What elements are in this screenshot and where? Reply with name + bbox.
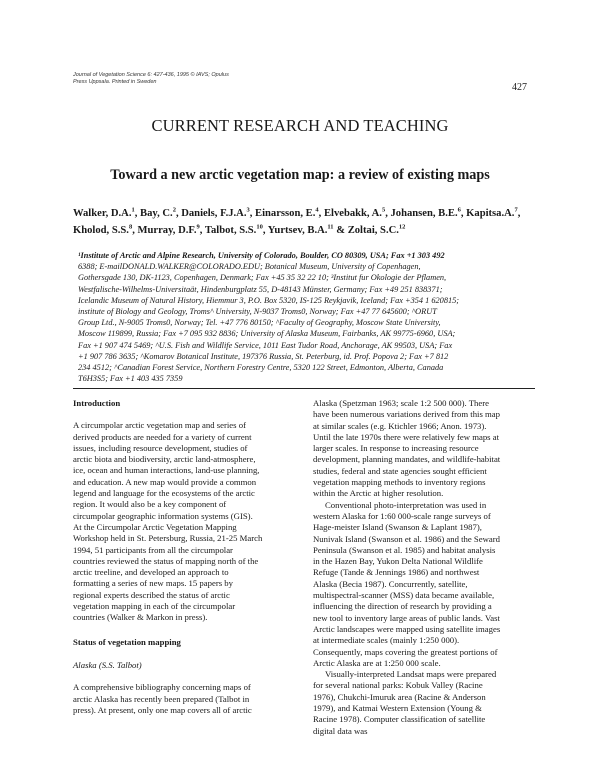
- text-line: derived products are needed for a variety of current: [73, 431, 252, 442]
- text-line: have been numerous variations derived from this map: [313, 409, 500, 420]
- text-line: arctic biota and biodiversity, arctic land-atmosphere,: [73, 454, 256, 465]
- text-line: Arctic Alaska are at 1:250 000 scale.: [313, 657, 441, 668]
- text-line: for several national parks: Kobuk Valley (Racine: [313, 680, 483, 691]
- author-affiliation-number: 11: [327, 223, 334, 231]
- text-line: Consequently, maps covering the greatest portions of: [313, 646, 498, 657]
- text-line: at similar scales (e.g. Ktichler 1966; Anon. 1973).: [313, 420, 487, 431]
- text-line: ice, ocean and human interactions, land-use planning,: [73, 465, 260, 476]
- right-paragraph-1: [313, 398, 540, 500]
- affiliation-line: 234 4512; ^Canadian Forest Service, Northern Forestry Centre, 5320 122 Street, Edmonton, Alberta, Canada: [78, 363, 444, 373]
- text-line: Peninsula (Swanson et al. 1985) and habitat analysis: [313, 544, 496, 555]
- author-name: Kapitsa.A.: [466, 208, 515, 219]
- right-paragraph-2: [313, 500, 540, 669]
- author-name: Yurtsev, B.A.: [267, 225, 328, 236]
- alaska-paragraph: [73, 682, 300, 716]
- left-column: [73, 398, 300, 716]
- author-affiliation-number: 7: [514, 206, 518, 214]
- author-affiliation-number: 8: [128, 223, 133, 231]
- author-separator: ,: [175, 208, 182, 219]
- text-line: vegetation mapping methods to inventory regions: [313, 477, 486, 488]
- affiliation-line: Fax +1 907 474 5469; ^U.S. Fish and Wildlife Service, 1011 East Tudor Road, Anchorage, AK 99503, USA; Fax: [78, 340, 453, 350]
- author-name: Johansen, B.E.: [390, 208, 458, 219]
- author-affiliation-number: 12: [398, 223, 406, 231]
- journal-info-line-1: Journal of Vegetation Science 6: 427-436, 1995 © IAVS; Opulus: [73, 72, 229, 78]
- text-line: Alaska (Becia 1987). Concurrently, satellite,: [313, 578, 468, 589]
- text-line: issues, including resource development, studies of: [73, 442, 248, 453]
- text-line: at intermediate scales (mainly 1:250 000).: [313, 635, 460, 646]
- affiliation-line: institute of Biology and Geology, Troms^ University, N-9037 Troms0, Norway; Fax +47 77 645600; ^ORUT: [78, 307, 437, 317]
- author-affiliation-number: 9: [196, 223, 200, 231]
- author-separator: ,: [460, 208, 467, 219]
- author-separator: ,: [318, 208, 324, 219]
- text-line: countries (Walker & Markon in press).: [73, 612, 208, 623]
- affiliation-line: T6H3S5; Fax +1 403 435 7359: [78, 374, 183, 384]
- text-line: region. It would also be a key component of: [73, 499, 227, 510]
- text-line: larger scales. In response to increasing resource: [313, 443, 479, 454]
- author-name: Kholod, S.S.: [73, 225, 129, 236]
- text-line: Alaska (Spetzman 1963; scale 1:2 500 000). There: [313, 398, 489, 408]
- author-name: Daniels, F.J.A.: [181, 208, 247, 219]
- divider-rule: [73, 388, 535, 389]
- author-name: Talbot, S.S.: [204, 225, 257, 236]
- author-name: Bay, C.: [140, 208, 173, 219]
- text-line: press). At present, only one map covers all of arctic: [73, 704, 252, 715]
- section-heading: CURRENT RESEARCH AND TEACHING: [151, 116, 449, 135]
- author-affiliation-number: 3: [246, 206, 250, 214]
- text-line: within the Arctic at higher resolution.: [313, 488, 444, 499]
- author-name: Einarsson, E.: [255, 208, 316, 219]
- author-affiliation-number: 6: [457, 206, 461, 214]
- author-name: Walker, D.A.: [73, 208, 132, 219]
- author-separator: ,: [249, 208, 256, 219]
- text-line: Until the late 1970s there were relatively few maps at: [313, 431, 499, 442]
- text-line: studies, federal and state agencies sought efficient: [313, 465, 487, 476]
- author-separator: &: [333, 225, 348, 236]
- text-line: Nunivak Island (Swanson et al. 1986) and the Seward: [313, 533, 500, 544]
- author-separator: ,: [517, 208, 521, 219]
- status-heading: Status of vegetation mapping: [73, 636, 181, 647]
- affiliation-line: ¹Institute of Arctic and Alpine Research, University of Colorado, Boulder, CO 80309, USA; Fax +1 303 492: [78, 251, 445, 260]
- author-affiliation-number: 1: [131, 206, 135, 214]
- affiliation-line: Westfalische-Wilhelms-Universitaät, Hindenburgplatz 55, D-48143 Münster, Germany; Fax +49 251 838371;: [78, 284, 443, 294]
- text-line: At the Circumpolar Arctic Vegetation Mapping: [73, 521, 237, 532]
- affiliation-line: +1 907 786 3635; ^Komarov Botanical Institute, 197376 Russia, St. Peterburg, id. Prof. Popova 2; Fax +7 812: [78, 351, 449, 361]
- text-line: A circumpolar arctic vegetation map and series of: [73, 420, 246, 431]
- text-line: 1976), Chukchi-Imuruk area (Racine & Anderson: [313, 691, 486, 702]
- affiliation-line: Group Ltd., N-9005 Troms0, Norway; Tel. +47 776 80150; ^Faculty of Geography, Moscow State University,: [78, 318, 441, 328]
- author-list: [73, 205, 543, 239]
- author-affiliation-number: 5: [381, 206, 386, 214]
- affiliation-line: 6388; E-mailDONALD.WALKER@COLORADO.EDU; Botanical Museum, University of Copenhagen,: [78, 262, 421, 272]
- author-separator: ,: [132, 225, 138, 236]
- text-line: Racine 1978). Computer classification of satellite: [313, 714, 486, 725]
- text-line: Arctic landscapes were mapped using satellite images: [313, 623, 501, 634]
- text-line: western Alaska for 1:60 000-scale range surveys of: [313, 510, 491, 521]
- author-separator: ,: [385, 208, 391, 219]
- introduction-paragraph: [73, 420, 300, 623]
- text-line: influencing the direction of research by providing a: [313, 601, 492, 612]
- text-line: arctic Alaska has recently been prepared (Talbot in: [73, 693, 250, 704]
- author-name: Zoltai, S.C.: [347, 225, 399, 236]
- text-line: Visually-interpreted Landsat maps were prepared: [325, 669, 497, 680]
- text-line: Workshop held in St. Petersburg, Russia, 21-25 March: [73, 533, 263, 544]
- text-line: 1979), and Katmai Western Extension (Young &: [313, 703, 482, 714]
- text-line: multispectral-scanner (MSS) data became available,: [313, 590, 495, 601]
- text-line: digital data was: [313, 725, 368, 736]
- journal-info-line-2: Press Uppsala. Printed in Sweden: [73, 79, 157, 85]
- author-affiliation-number: 10: [256, 223, 263, 231]
- text-line: arctic treeline, and developed an approach to: [73, 567, 229, 578]
- author-name: Elvebakk, A.: [323, 208, 382, 219]
- text-line: vegetation mapping in each of the circumpolar: [73, 601, 236, 612]
- text-line: Hage-meister Island (Swanson & Laplant 1987),: [313, 522, 482, 533]
- right-column: [313, 398, 540, 737]
- alaska-heading: Alaska (S.S. Talbot): [73, 659, 142, 670]
- affiliation-line: Moscow 119899, Russia; Fax +7 095 932 8836; University of Alaska Museum, Fairbanks, AK 99775-6960, USA;: [78, 329, 456, 339]
- author-separator: ,: [134, 208, 141, 219]
- journal-info: [73, 72, 229, 86]
- author-separator: ,: [199, 225, 205, 236]
- text-line: regional experts described the status of arctic: [73, 589, 230, 600]
- text-line: Refuge (Tande & Jennings 1986) and northwest: [313, 567, 480, 578]
- affiliation-line: Gothersgade 130, DK-1123, Copenhagen, Denmark; Fax +45 35 32 22 10; ³Institut fur Okologie der Pflamen,: [78, 273, 447, 283]
- right-paragraph-3: [313, 669, 540, 737]
- text-line: Conventional photo-interpretation was used in: [325, 499, 487, 510]
- text-line: circumpolar geographic information systems (GIS).: [73, 510, 253, 521]
- text-line: formatting a series of new maps. 15 papers by: [73, 578, 233, 589]
- author-affiliation-number: 2: [172, 206, 176, 214]
- author-separator: ,: [262, 225, 268, 236]
- text-line: development, planning mandates, and wildlife-habitat: [313, 454, 501, 465]
- text-line: 1994, 51 participants from all the circumpolar: [73, 544, 233, 555]
- article-title: Toward a new arctic vegetation map: a review of existing maps: [110, 167, 490, 183]
- text-line: and education. A new map would provide a common: [73, 476, 257, 487]
- affiliation-line: Icelandic Museum of Natural History, Hiemmur 3, P.O. Box 5320, IS-125 Reykjavik, Iceland; Fax +354 1 620815;: [78, 295, 460, 305]
- page-number: 427: [512, 82, 527, 93]
- affiliations: [78, 250, 538, 384]
- text-line: A comprehensive bibliography concerning maps of: [73, 682, 251, 693]
- author-name: Murray, D.F.: [137, 225, 197, 236]
- text-line: new tool to inventory large areas of public lands. Vast: [313, 612, 500, 623]
- text-line: in the Hazen Bay, Yukon Delta National Wildlife: [313, 556, 483, 567]
- author-affiliation-number: 4: [315, 206, 319, 214]
- text-line: legend and language for the ecosystems of the arctic: [73, 488, 255, 499]
- text-line: countries reviewed the status of mapping north of the: [73, 555, 259, 566]
- introduction-heading: Introduction: [73, 398, 121, 408]
